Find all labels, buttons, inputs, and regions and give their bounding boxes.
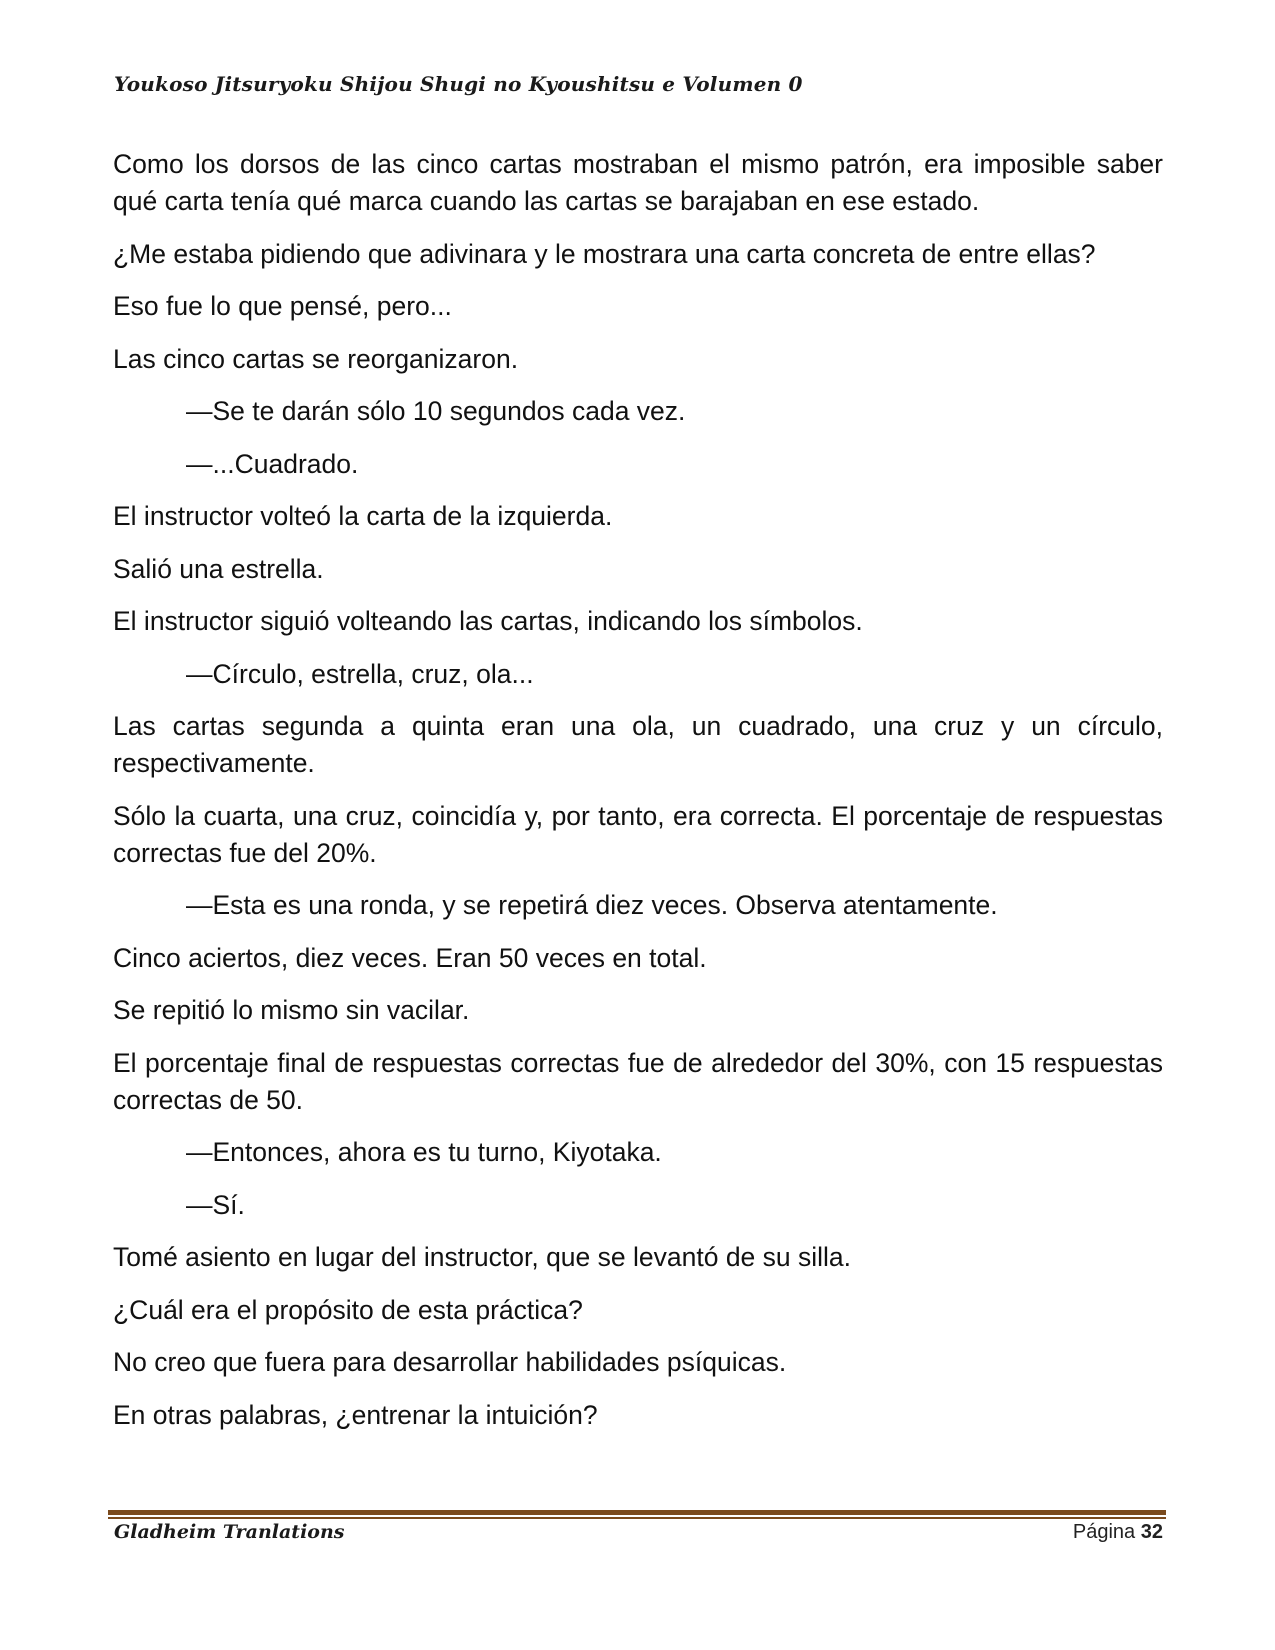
- paragraph: Salió una estrella.: [113, 553, 324, 584]
- paragraph: En otras palabras, ¿entrenar la intuición?: [113, 1399, 598, 1430]
- paragraph: Eso fue lo que pensé, pero...: [113, 291, 452, 321]
- dialog-line: —Círculo, estrella, cruz, ola...: [186, 658, 534, 689]
- paragraph: Como los dorsos de las cinco cartas mostraban el mismo patrón, era imposible saber qué carta tenía qué marca cuando las cartas se barajaban en ese estado.: [113, 149, 1163, 216]
- paragraph: Las cartas segunda a quinta eran una ola, un cuadrado, una cruz y un círculo, respectivamente.: [113, 711, 1163, 778]
- paragraph: ¿Cuál era el propósito de esta práctica?: [113, 1294, 583, 1325]
- footer-credit: Gladheim Tranlations: [114, 1521, 345, 1543]
- dialog-line: —Se te darán sólo 10 segundos cada vez.: [186, 396, 686, 426]
- dialog-line: —Esta es una ronda, y se repetirá diez veces. Observa atentamente.: [186, 890, 998, 920]
- paragraph: Tomé asiento en lugar del instructor, que se levantó de su silla.: [113, 1242, 852, 1272]
- running-header: Youkoso Jitsuryoku Shijou Shugi no Kyoushitsu e Volumen 0: [114, 72, 803, 96]
- footer-divider-thin: [108, 1517, 1166, 1519]
- paragraph: Cinco aciertos, diez veces. Eran 50 veces en total.: [113, 942, 707, 973]
- page-label: Página: [1072, 1521, 1136, 1543]
- paragraph: Se repitió lo mismo sin vacilar.: [113, 995, 470, 1025]
- paragraph: ¿Me estaba pidiendo que adivinara y le mostrara una carta concreta de entre ellas?: [113, 238, 1096, 269]
- footer-divider-thick: [108, 1510, 1166, 1515]
- paragraph: El porcentaje final de respuestas correctas fue de alrededor del 30%, con 15 respuestas correctas de 50.: [113, 1047, 1163, 1115]
- page-body: [113, 146, 1163, 1449]
- paragraph: Sólo la cuarta, una cruz, coincidía y, por tanto, era correcta. El porcentaje de respuestas correctas fue del 20%.: [113, 800, 1163, 868]
- page-number: 32: [1140, 1521, 1163, 1543]
- dialog-line: —...Cuadrado.: [186, 448, 359, 479]
- paragraph: Las cinco cartas se reorganizaron.: [113, 343, 519, 374]
- dialog-line: —Entonces, ahora es tu turno, Kiyotaka.: [186, 1137, 662, 1167]
- page-number-block: [1073, 1521, 1163, 1544]
- dialog-line: —Sí.: [186, 1189, 245, 1220]
- paragraph: No creo que fuera para desarrollar habilidades psíquicas.: [113, 1347, 787, 1377]
- footer-divider: [108, 1510, 1166, 1519]
- paragraph: El instructor volteó la carta de la izquierda.: [113, 501, 613, 531]
- paragraph: El instructor siguió volteando las cartas, indicando los símbolos.: [113, 606, 863, 636]
